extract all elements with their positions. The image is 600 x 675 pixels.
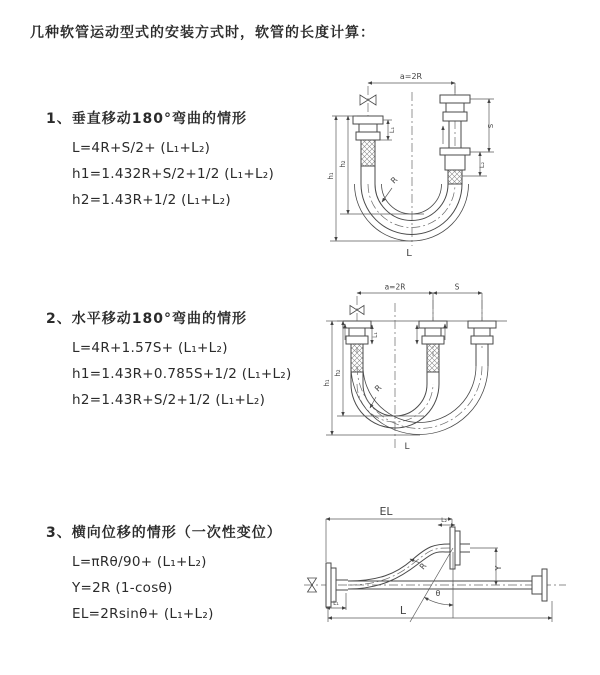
hose-braid-left (361, 140, 375, 166)
dim-label-a2r: a=2R (399, 72, 423, 81)
formula-length: L=πRθ/90+ (L₁+L₂) (72, 554, 207, 570)
formula-h2: h2=1.43R+S/2+1/2 (L₁+L₂) (72, 392, 266, 408)
upper-flange (450, 527, 460, 569)
formula-length: L=4R+S/2+ (L₁+L₂) (72, 140, 211, 156)
hose-braid-middle (427, 344, 439, 372)
right-flange-lower (440, 148, 470, 170)
length-label: L (404, 442, 410, 452)
length-label: L (406, 248, 412, 259)
dim-label-h1: h₁ (323, 379, 331, 387)
formula-h1: h1=1.43R+0.785S+1/2 (L₁+L₂) (72, 366, 292, 382)
dim-label-l1: L₁ (372, 332, 379, 338)
right-flange (468, 321, 496, 344)
dim-label-l1: L₁ (388, 126, 396, 134)
radius-label: R (373, 383, 384, 394)
dim-label-y: Y (494, 565, 503, 571)
diagram-horizontal-180-bend (312, 278, 597, 458)
dim-label-l2: L₂ (478, 161, 486, 169)
formula-length: L=4R+1.57S+ (L₁+L₂) (72, 340, 228, 356)
theta-arc (425, 597, 454, 605)
left-flange (343, 321, 371, 344)
dim-label-h1: h₁ (327, 172, 335, 180)
diagram-vertical-180-bend (312, 64, 597, 262)
dim-label-el: EL (379, 505, 393, 518)
theta-label: θ (435, 589, 441, 598)
formula-h1: h1=1.432R+S/2+1/2 (L₁+L₂) (72, 166, 275, 182)
dim-label-s: S (454, 282, 460, 292)
section-3-heading: 3、横向位移的情形（一次性变位） (46, 525, 282, 541)
formula-h2: h2=1.43R+1/2 (L₁+L₂) (72, 192, 231, 208)
u-bend-position-2 (351, 366, 488, 435)
section-2-heading: 2、水平移动180°弯曲的情形 (46, 311, 247, 327)
hose-s-curve (348, 544, 450, 589)
dim-label-h2: h₂ (334, 369, 342, 377)
u-bend (355, 184, 469, 241)
diagram-lateral-displacement (298, 500, 598, 655)
dim-label-l1: L₁ (333, 600, 339, 607)
radius-label: R (389, 175, 400, 186)
dim-label-h2: h₂ (339, 160, 347, 168)
page-title: 几种软管运动型式的安装方式时，软管的长度计算： (30, 25, 375, 41)
formula-y: Y=2R (1-cosθ) (72, 580, 173, 596)
dim-label-s: S (487, 123, 495, 129)
left-flange (353, 116, 383, 140)
hose-braid-right (448, 170, 462, 184)
radius-label: R (417, 561, 429, 572)
section-1-heading: 1、垂直移动180°弯曲的情形 (46, 111, 247, 127)
dim-label-l: L (399, 604, 407, 617)
right-flange-upper (440, 95, 470, 121)
dim-label-l2: L₂ (441, 517, 447, 524)
dim-label-a2r: a=2R (384, 282, 406, 292)
middle-flange (419, 321, 447, 344)
formula-el: EL=2Rsinθ+ (L₁+L₂) (72, 606, 214, 622)
right-flange (532, 569, 547, 601)
